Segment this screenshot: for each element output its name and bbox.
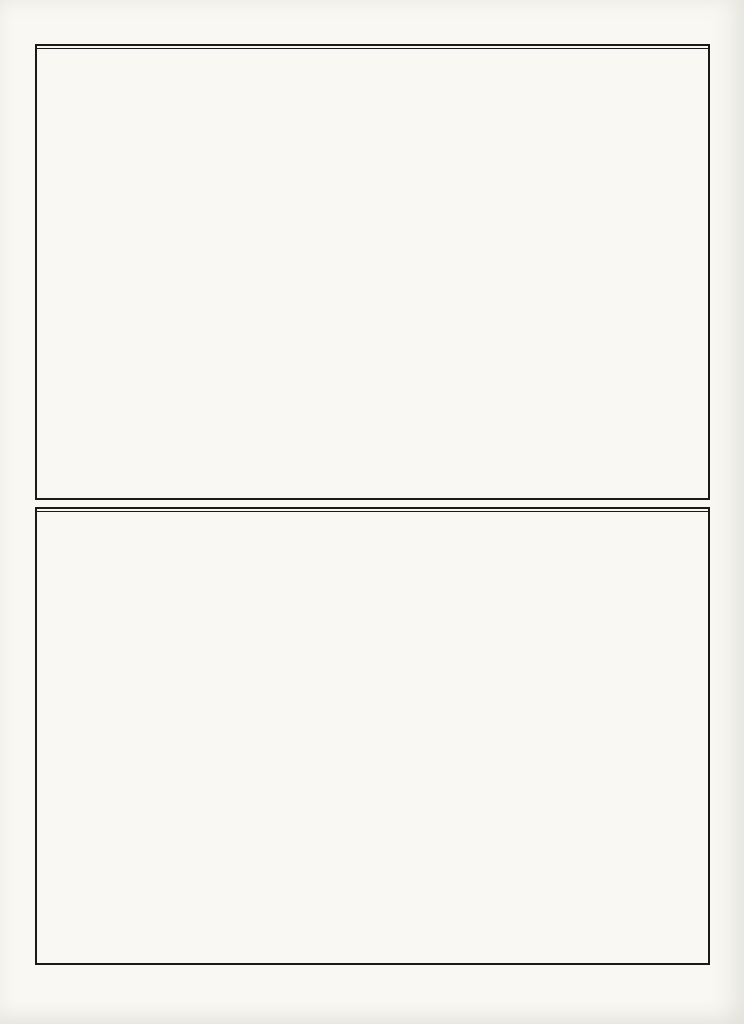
roster-table-bottom [35,507,710,965]
roster-table-top [35,44,710,500]
